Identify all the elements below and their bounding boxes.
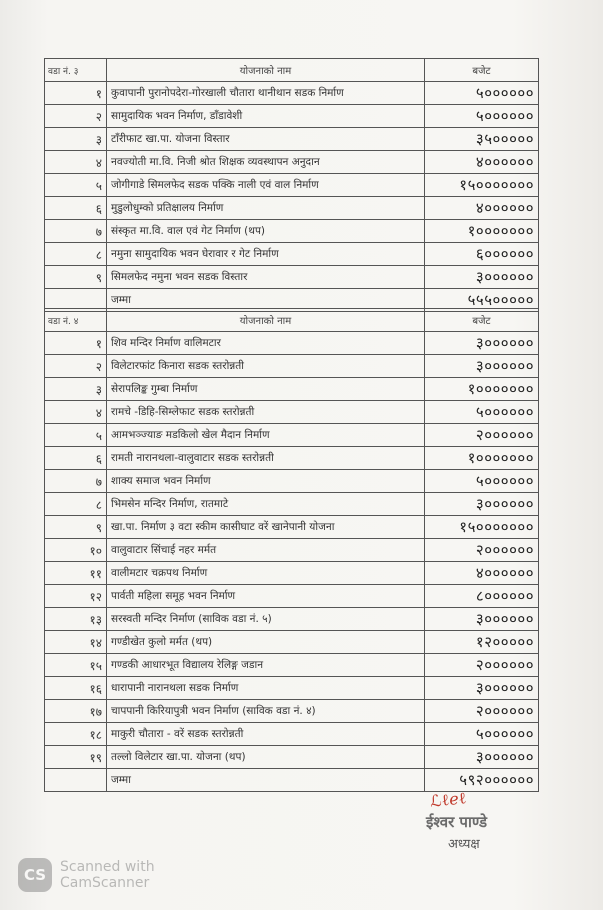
row-project-name: सेरापलिङ्क गुम्बा निर्माण xyxy=(107,378,425,401)
row-budget-amount: ३५००००० xyxy=(425,128,539,151)
table-row xyxy=(45,355,539,378)
row-project-name: खा.पा. निर्माण ३ वटा स्कीम कासीघाट वरें खानेपानी योजना xyxy=(107,516,425,539)
ward-4-budget-table xyxy=(44,308,539,792)
row-project-name: माकुरी चौतारा - वरें सडक स्तरोन्नती xyxy=(107,723,425,746)
row-budget-amount: १५००००००० xyxy=(425,516,539,539)
row-budget-amount: २०००००० xyxy=(425,654,539,677)
row-serial-number: १९ xyxy=(45,746,107,769)
row-project-name: धारापानी नारानथला सडक निर्माण xyxy=(107,677,425,700)
row-serial-number: ४ xyxy=(45,151,107,174)
row-serial-number: ५ xyxy=(45,424,107,447)
table-row xyxy=(45,631,539,654)
row-budget-amount: ३०००००० xyxy=(425,493,539,516)
table-row xyxy=(45,539,539,562)
row-serial-number: ८ xyxy=(45,243,107,266)
row-project-name: नमुना सामुदायिक भवन घेरावार र गेट निर्माण xyxy=(107,243,425,266)
watermark-line-1: Scanned with xyxy=(60,859,155,875)
row-budget-amount: ३०००००० xyxy=(425,746,539,769)
row-serial-number: ३ xyxy=(45,128,107,151)
row-budget-amount: १००००००० xyxy=(425,220,539,243)
row-project-name: भिमसेन मन्दिर निर्माण, रातमाटे xyxy=(107,493,425,516)
table-row xyxy=(45,723,539,746)
row-serial-number: १ xyxy=(45,332,107,355)
table-row xyxy=(45,151,539,174)
row-budget-amount: ३०००००० xyxy=(425,677,539,700)
budget-column-header: बजेट xyxy=(425,59,539,82)
name-column-header: योजनाको नाम xyxy=(107,309,425,332)
table-row xyxy=(45,82,539,105)
row-budget-amount: ४०००००० xyxy=(425,562,539,585)
row-serial-number: ९ xyxy=(45,266,107,289)
row-budget-amount: ४०००००० xyxy=(425,197,539,220)
row-serial-number: १७ xyxy=(45,700,107,723)
table-row xyxy=(45,128,539,151)
row-budget-amount: १००००००० xyxy=(425,378,539,401)
row-serial-number: ३ xyxy=(45,378,107,401)
row-budget-amount: २०००००० xyxy=(425,539,539,562)
table-row xyxy=(45,677,539,700)
table-row xyxy=(45,424,539,447)
table-row xyxy=(45,105,539,128)
table-row xyxy=(45,516,539,539)
row-project-name: गण्डकी आधारभूत विद्यालय रेलिङ्ग जडान xyxy=(107,654,425,677)
row-budget-amount: ३०००००० xyxy=(425,266,539,289)
row-budget-amount: ६०००००० xyxy=(425,243,539,266)
table-row xyxy=(45,174,539,197)
row-project-name: कुवापानी पुरानोपदेरा-गोरखाली चौतारा थानीथान सडक निर्माण xyxy=(107,82,425,105)
row-serial-number: १२ xyxy=(45,585,107,608)
signature-scribble: ℒℓℯℓ xyxy=(429,788,468,811)
signature-name: ईश्वर पाण्डे xyxy=(426,813,487,831)
row-budget-amount: ३०००००० xyxy=(425,608,539,631)
row-serial-number: १६ xyxy=(45,677,107,700)
table-row xyxy=(45,700,539,723)
camscanner-watermark xyxy=(18,858,155,892)
row-budget-amount: २०००००० xyxy=(425,424,539,447)
table-row xyxy=(45,378,539,401)
total-amount: ५९२०००००० xyxy=(425,769,539,792)
row-budget-amount: ५०००००० xyxy=(425,82,539,105)
row-budget-amount: ५०००००० xyxy=(425,723,539,746)
row-project-name: वालुवाटार सिंचाई नहर मर्मत xyxy=(107,539,425,562)
row-serial-number: १० xyxy=(45,539,107,562)
ward-label: वडा नं. ३ xyxy=(45,59,107,82)
row-serial-number: २ xyxy=(45,355,107,378)
ward-3-budget-table xyxy=(44,58,539,312)
row-project-name: शिव मन्दिर निर्माण वालिमटार xyxy=(107,332,425,355)
table-row xyxy=(45,470,539,493)
row-budget-amount: १२००००० xyxy=(425,631,539,654)
row-serial-number: १४ xyxy=(45,631,107,654)
row-budget-amount: ५०००००० xyxy=(425,401,539,424)
table-row xyxy=(45,493,539,516)
signature-stamp xyxy=(420,790,540,860)
row-serial-number: ५ xyxy=(45,174,107,197)
row-budget-amount: १००००००० xyxy=(425,447,539,470)
total-label: जम्मा xyxy=(107,289,425,312)
row-budget-amount: ५०००००० xyxy=(425,105,539,128)
table-row xyxy=(45,562,539,585)
row-project-name: रामचे -डिहि-सिम्लेफाट सडक स्तरोन्नती xyxy=(107,401,425,424)
total-label: जम्मा xyxy=(107,769,425,792)
table-row xyxy=(45,197,539,220)
table-row xyxy=(45,266,539,289)
table-row xyxy=(45,585,539,608)
row-project-name: पार्वती महिला समूह भवन निर्माण xyxy=(107,585,425,608)
table-row xyxy=(45,401,539,424)
row-project-name: सामुदायिक भवन निर्माण, डाँडावेशी xyxy=(107,105,425,128)
ward-label: वडा नं. ४ xyxy=(45,309,107,332)
row-project-name: गण्डीखेत कुलो मर्मत (थप) xyxy=(107,631,425,654)
row-budget-amount: ३०००००० xyxy=(425,355,539,378)
total-amount: ५५५००००० xyxy=(425,289,539,312)
signature-title: अध्यक्ष xyxy=(448,837,480,852)
row-serial-number: १५ xyxy=(45,654,107,677)
row-serial-number: २ xyxy=(45,105,107,128)
row-serial-number: १३ xyxy=(45,608,107,631)
table-row xyxy=(45,608,539,631)
row-budget-amount: ५०००००० xyxy=(425,470,539,493)
row-project-name: जोगीगाडे सिमलफेद सडक पक्कि नाली एवं वाल निर्माण xyxy=(107,174,425,197)
table-header-row xyxy=(45,309,539,332)
row-budget-amount: २०००००० xyxy=(425,700,539,723)
row-project-name: रामती नारानथला-वालुवाटार सडक स्तरोन्नती xyxy=(107,447,425,470)
row-serial-number: १८ xyxy=(45,723,107,746)
row-project-name: चापपानी किरियापुत्री भवन निर्माण (साविक वडा नं. ४) xyxy=(107,700,425,723)
row-serial-number: १ xyxy=(45,82,107,105)
budget-column-header: बजेट xyxy=(425,309,539,332)
table-row xyxy=(45,447,539,470)
name-column-header: योजनाको नाम xyxy=(107,59,425,82)
row-project-name: वालीमटार चक्रपथ निर्माण xyxy=(107,562,425,585)
row-budget-amount: ४०००००० xyxy=(425,151,539,174)
row-project-name: सरस्वती मन्दिर निर्माण (साविक वडा नं. ५) xyxy=(107,608,425,631)
row-project-name: टाँरीफाट खा.पा. योजना विस्तार xyxy=(107,128,425,151)
row-budget-amount: ३०००००० xyxy=(425,332,539,355)
row-project-name: सिमलफेद नमुना भवन सडक विस्तार xyxy=(107,266,425,289)
row-serial-number: ८ xyxy=(45,493,107,516)
row-project-name: नवज्योती मा.वि. निजी श्रोत शिक्षक व्यवस्थापन अनुदान xyxy=(107,151,425,174)
row-project-name: मुडुलोधुम्को प्रतिक्षालय निर्माण xyxy=(107,197,425,220)
table-row xyxy=(45,220,539,243)
row-project-name: विलेटारफांट किनारा सडक स्तरोन्नती xyxy=(107,355,425,378)
row-project-name: शाक्य समाज भवन निर्माण xyxy=(107,470,425,493)
table-row xyxy=(45,332,539,355)
table-header-row xyxy=(45,59,539,82)
row-serial-number: ११ xyxy=(45,562,107,585)
row-project-name: संस्कृत मा.वि. वाल एवं गेट निर्माण (थप) xyxy=(107,220,425,243)
row-budget-amount: ८०००००० xyxy=(425,585,539,608)
total-empty-cell xyxy=(45,769,107,792)
table-row xyxy=(45,654,539,677)
camscanner-logo-icon: CS xyxy=(18,858,52,892)
row-serial-number: ९ xyxy=(45,516,107,539)
row-serial-number: ४ xyxy=(45,401,107,424)
watermark-line-2: CamScanner xyxy=(60,875,150,891)
row-budget-amount: १५००००००० xyxy=(425,174,539,197)
row-serial-number: ७ xyxy=(45,220,107,243)
row-serial-number: ७ xyxy=(45,470,107,493)
row-project-name: तल्लो विलेटार खा.पा. योजना (थप) xyxy=(107,746,425,769)
row-serial-number: ६ xyxy=(45,197,107,220)
table-row xyxy=(45,746,539,769)
row-project-name: आमभञ्ज्याङ मडकिलो खेल मैदान निर्माण xyxy=(107,424,425,447)
table-row xyxy=(45,243,539,266)
row-serial-number: ६ xyxy=(45,447,107,470)
